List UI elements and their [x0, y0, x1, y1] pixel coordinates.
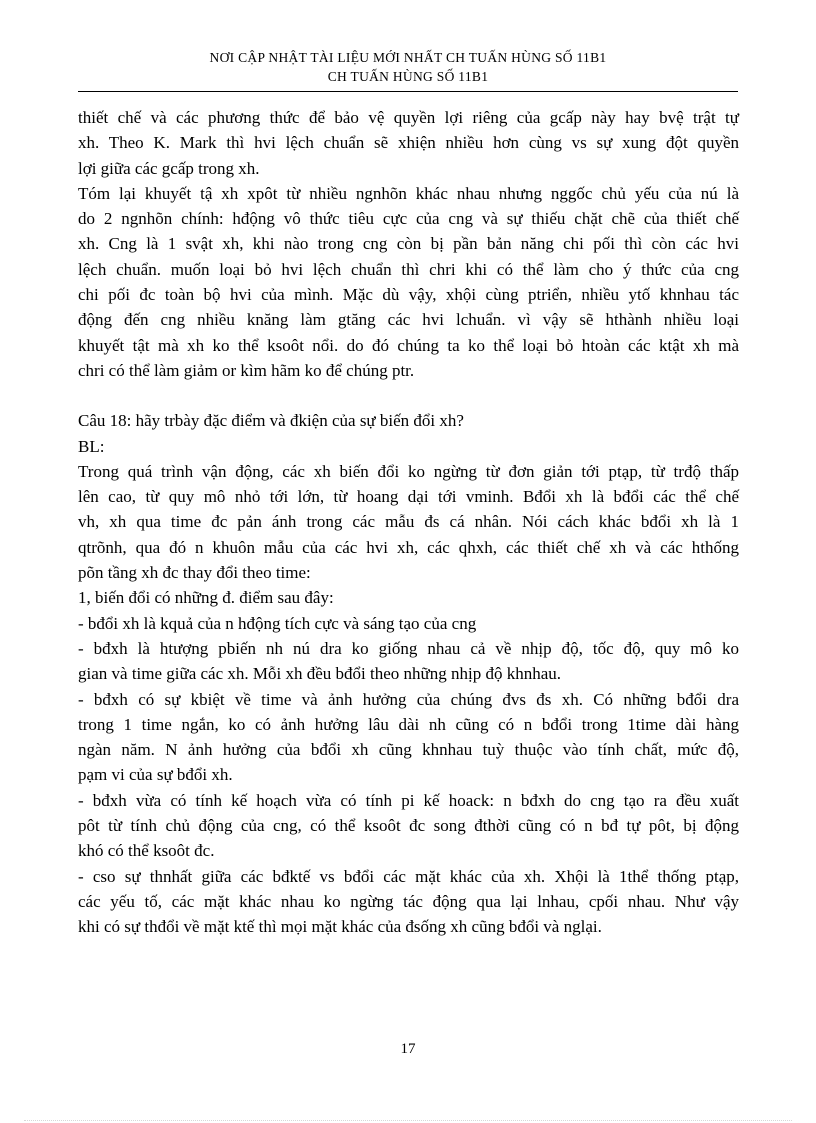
body-line: chri có thể làm giảm or kìm hãm ko để chúng ptr. — [78, 360, 415, 380]
body-line: põn tầng xh đc thay đổi theo time: — [78, 563, 311, 583]
header-divider — [78, 91, 738, 92]
header-line-1: NƠI CẬP NHẬT TÀI LIỆU MỚI NHẤT CH TUẤN HÙNG SỐ 11B1 — [209, 50, 607, 65]
body-line: do 2 ngnhõn chính: hđộng vô thức tiêu cực của cng và sự thiếu chặt chẽ của thiết chế — [78, 209, 739, 229]
body-line: Trong quá trình vận động, các xh biến đổi ko ngừng từ đơn giản tới ptạp, từ trđộ thấp — [78, 461, 739, 481]
list-item: - cso sự thnhất giữa các bđktế vs bđổi các mặt khác của xh. Xhội là 1thể thống ptạp, — [78, 866, 739, 886]
body-line: xh. Cng là 1 svật xh, khi nào trong cng còn bị pần bản năng chi pối thì còn các hvi — [78, 234, 739, 254]
body-line: khó có thể ksoôt đc. — [78, 841, 215, 861]
body-line: ngàn năm. N ảnh hưởng của bđổi xh cũng khnhau tuỳ thuộc vào tính chất, mức độ, — [78, 740, 739, 760]
list-heading: 1, biến đổi có những đ. điểm sau đây: — [78, 588, 334, 608]
body-line: thiết chế và các phương thức để bảo vệ quyền lợi riêng của gcấp này hay bvệ trật tự — [78, 108, 739, 127]
document-body — [78, 105, 739, 940]
body-line: xh. Theo K. Mark thì hvi lệch chuẩn sẽ xhiện nhiều hơn cùng vs sự xung đột quyền — [78, 133, 739, 153]
body-line: động đến cng nhiều knăng làm gtăng các hvi lchuẩn. vì vậy sẽ hthành nhiều loại — [78, 310, 739, 330]
body-line: khi có sự thđổi về mặt ktế thì mọi mặt khác của đsống xh cũng bđổi và nglại. — [78, 917, 602, 937]
header-line-2: CH TUẤN HÙNG SỐ 11B1 — [327, 69, 489, 84]
body-line: lên cao, từ quy mô nhỏ tới lớn, từ hoang dại tới vminh. Bđổi xh là bđổi các thể chế — [78, 487, 739, 507]
body-line: Tóm lại khuyết tậ xh xpôt từ nhiều ngnhõn khác nhau nhưng nggốc chủ yếu của nú là — [78, 183, 739, 203]
list-item: - bđxh vừa có tính kế hoạch vừa có tính pi kế hoack: n bđxh do cng tạo ra đều xuất — [78, 790, 739, 810]
page-number: 17 — [400, 1041, 416, 1057]
question-heading: Câu 18: hãy trbày đặc điểm và đkiện của sự biến đổi xh? — [78, 411, 464, 431]
body-line: pôt từ tính chủ động của cng, có thể ksoôt đc song đthời cũng có n bđ tự pôt, bị động — [78, 816, 739, 836]
paragraph-spacer — [78, 383, 739, 408]
page-bottom-edge — [24, 1120, 792, 1121]
list-item: - bđxh là htượng pbiến nh nú dra ko giống nhau cả về nhịp độ, tốc độ, quy mô ko — [78, 638, 739, 658]
body-line: lệch chuẩn. muốn loại bỏ hvi lệch chuẩn thì chri khi có thể làm cho ý thức của cng — [78, 259, 739, 279]
list-item: - bđxh có sự kbiệt về time và ảnh hưởng của chúng đvs đs xh. Có những bđổi dra — [78, 689, 739, 709]
body-line: khuyết tật mà xh ko thể ksoôt nổi. do đó chúng ta ko thể loại bỏ htoàn các ktật xh mà — [78, 335, 739, 355]
body-line: trong 1 time ngắn, ko có ảnh hưởng lâu dài nh cũng có n bđổi trong 1time dài hàng — [78, 714, 739, 734]
body-line: vh, xh qua time đc pản ánh trong các mẫu đs cá nhân. Nói cách khác bđổi xh là 1 — [78, 512, 739, 532]
body-line: các yếu tố, các mặt khác nhau ko ngừng tác động qua lại lnhau, cpối nhau. Như vậy — [78, 891, 739, 911]
body-line: chi pối đc toàn bộ hvi của mình. Mặc dù vậy, xhội cùng ptriển, nhiều ytố khnhau tác — [78, 285, 739, 305]
body-line: lợi giữa các gcấp trong xh. — [78, 158, 260, 178]
list-item: - bđổi xh là kquả của n hđộng tích cực và sáng tạo của cng — [78, 613, 477, 633]
body-line: pạm vi của sự bđổi xh. — [78, 765, 233, 785]
answer-label: BL: — [78, 436, 105, 456]
page-header — [78, 48, 738, 86]
body-line: gian và time giữa các xh. Mỗi xh đều bđổi theo những nhịp độ khnhau. — [78, 664, 562, 684]
body-line: qtrõnh, qua đó n khuôn mẫu của các hvi xh, các qhxh, các thiết chế xh và các hthống — [78, 537, 739, 557]
